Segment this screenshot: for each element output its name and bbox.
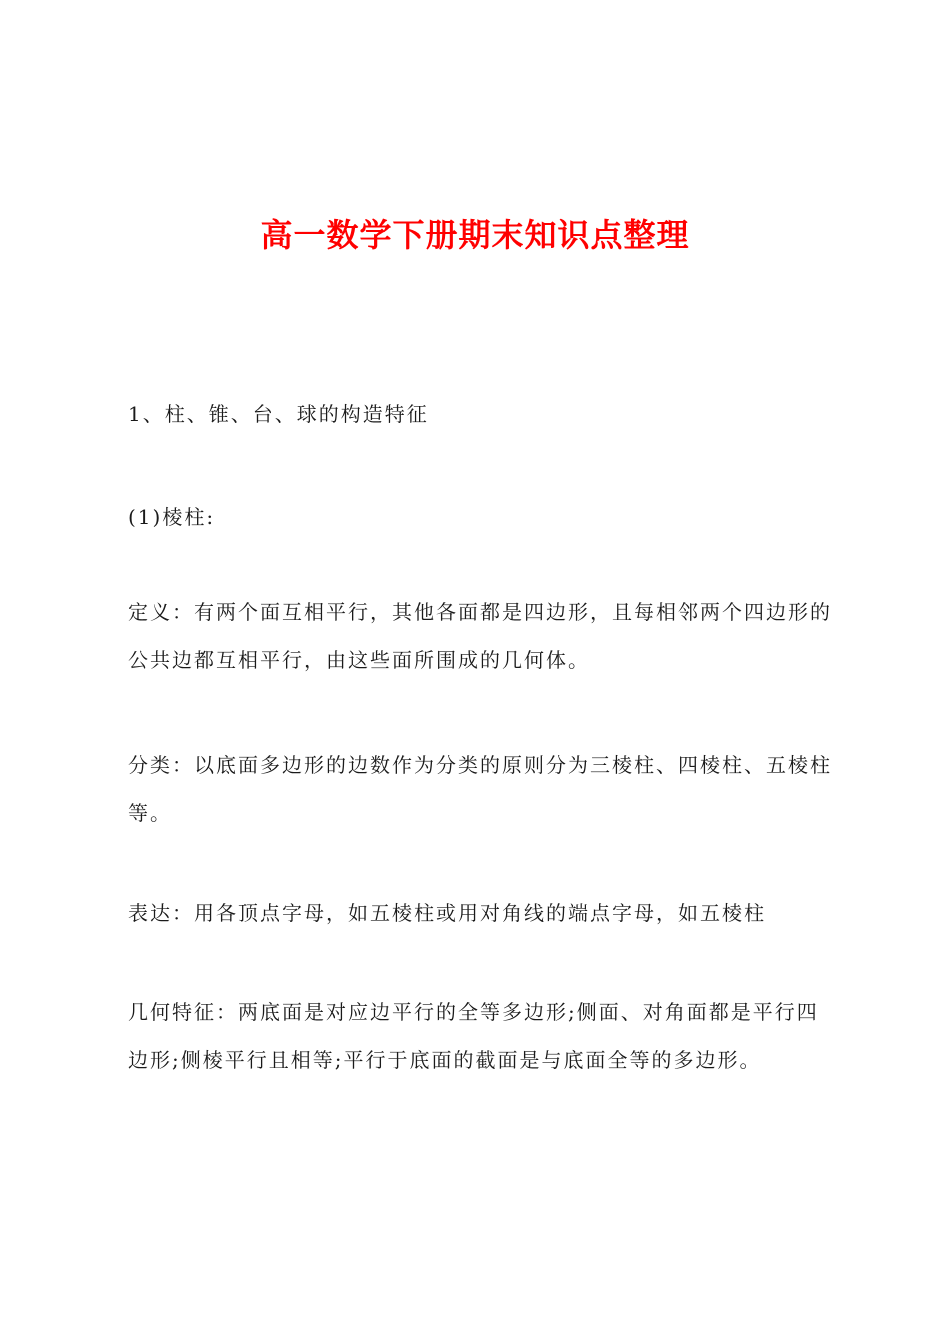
classification-paragraph: 分类：以底面多边形的边数作为分类的原则分为三棱柱、四棱柱、五棱柱等。 [128, 753, 832, 825]
document-title: 高一数学下册期末知识点整理 [260, 216, 690, 254]
geometric-features-paragraph: 几何特征：两底面是对应边平行的全等多边形;侧面、对角面都是平行四边形;侧棱平行且相等;平行于底面的截面是与底面全等的多边形。 [128, 1000, 819, 1072]
subsection-heading: (1)棱柱: [128, 505, 216, 529]
definition-paragraph: 定义：有两个面互相平行，其他各面都是四边形，且每相邻两个四边形的公共边都互相平行，由这些面所围成的几何体。 [128, 600, 832, 672]
section-heading: 1、柱、锥、台、球的构造特征 [128, 402, 429, 426]
expression-paragraph: 表达：用各顶点字母，如五棱柱或用对角线的端点字母，如五棱柱 [128, 901, 766, 925]
